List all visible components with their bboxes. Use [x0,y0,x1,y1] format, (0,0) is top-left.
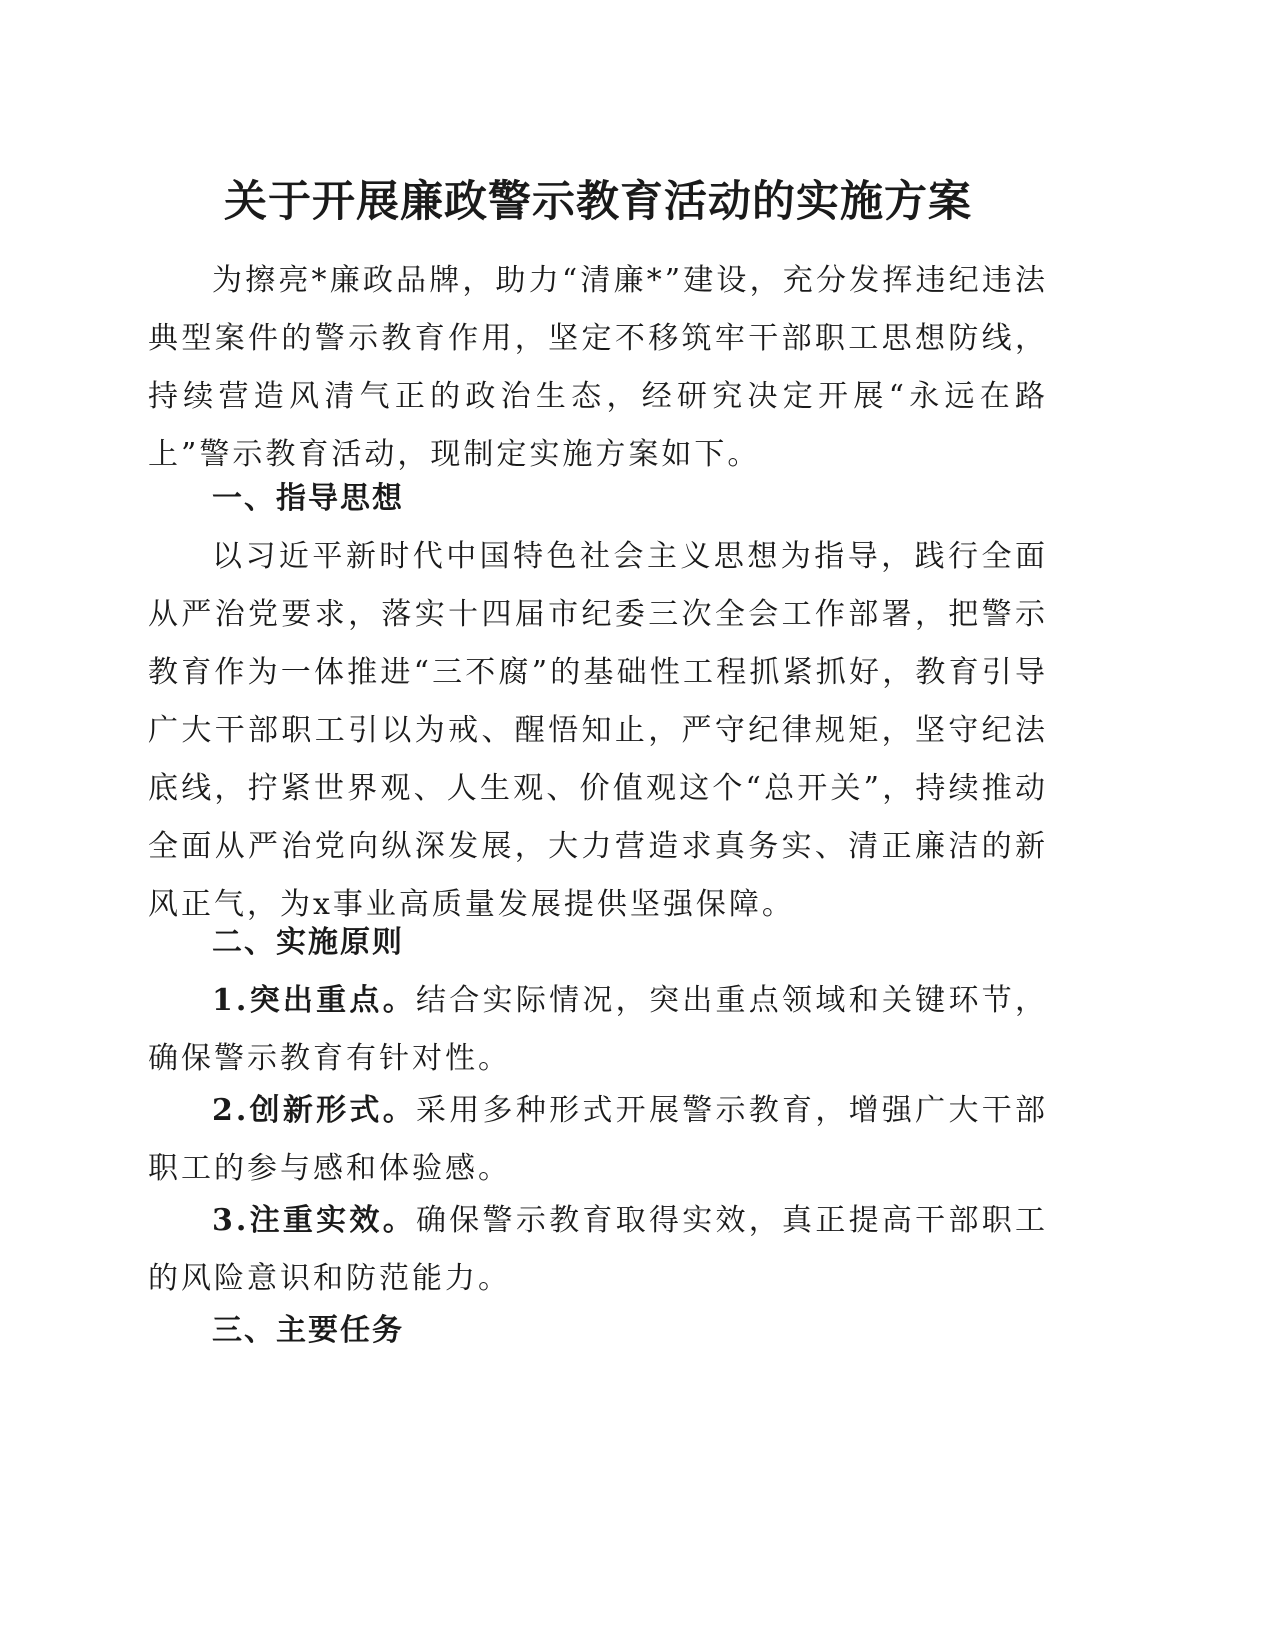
principle-item-2 [148,1082,1048,1198]
section-heading-principles: 二、实施原则 [212,925,404,960]
principle-item-2-lead: 2.创新形式。 [212,1093,416,1128]
section-heading-guiding-thought: 一、指导思想 [212,481,404,516]
principle-item-1-lead: 1.突出重点。 [212,983,416,1018]
principle-item-3-lead: 3.注重实效。 [212,1203,416,1238]
principle-item-3 [148,1192,1048,1308]
principle-item-3-text: 确保警示教育取得实效，真正提高干部职工的风险意识和防范能力。 [148,1203,1049,1296]
intro-paragraph: 为擦亮*廉政品牌，助力“清廉*”建设，充分发挥违纪违法典型案件的警示教育作用，坚定不移筑牢干部职工思想防线，持续营造风清气正的政治生态，经研究决定开展“永远在路上”警示教育活动，现制定实施方案如下。 [148,263,1048,472]
section-heading-main-tasks: 三、主要任务 [212,1313,404,1348]
document-title: 关于开展廉政警示教育活动的实施方案 [224,177,972,227]
guiding-thought-paragraph: 以习近平新时代中国特色社会主义思想为指导，践行全面从严治党要求，落实十四届市纪委三次全会工作部署，把警示教育作为一体推进“三不腐”的基础性工程抓紧抓好，教育引导广大干部职工引以为戒、醒悟知止，严守纪律规矩，坚守纪法底线，拧紧世界观、人生观、价值观这个“总开关”，持续推动全面从严治党向纵深发展，大力营造求真务实、清正廉洁的新风正气，为x事业高质量发展提供坚强保障。 [148,539,1048,922]
principle-item-1 [148,972,1048,1088]
principle-item-2-text: 采用多种形式开展警示教育，增强广大干部职工的参与感和体验感。 [148,1093,1049,1186]
principle-item-1-text: 结合实际情况，突出重点领域和关键环节，确保警示教育有针对性。 [148,983,1049,1076]
